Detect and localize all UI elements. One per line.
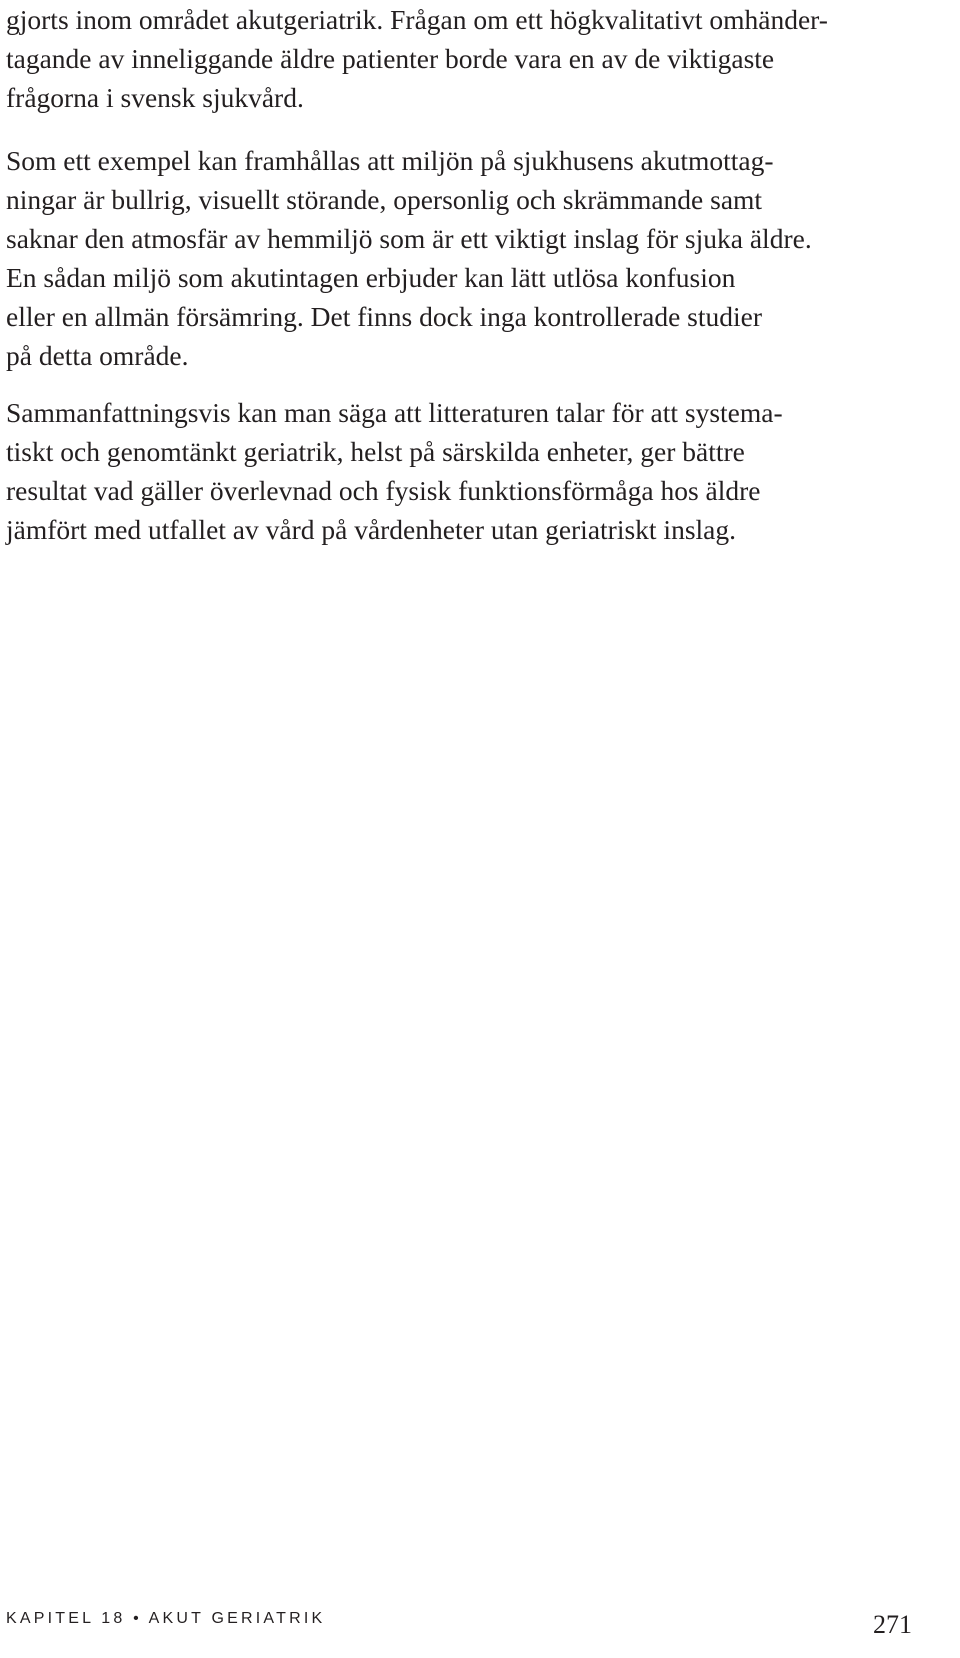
paragraph-spacing (6, 375, 911, 393)
text-line: saknar den atmosfär av hemmiljö som är ett viktigt inslag för sjuka äldre. (6, 223, 812, 254)
text-line: eller en allmän försämring. Det finns dock inga kontrollerade studier (6, 301, 763, 332)
text-line: gjorts inom området akutgeriatrik. Frågan om ett högkvalitativt omhänder- (6, 4, 828, 35)
paragraph-spacing (6, 117, 911, 141)
text-line: jämfört med utfallet av vård på vårdenheter utan geriatriskt inslag. (6, 514, 736, 545)
text-line: ningar är bullrig, visuellt störande, opersonlig och skrämmande samt (6, 184, 763, 215)
paragraph-3 (6, 393, 911, 549)
text-line: på detta område. (6, 340, 189, 371)
text-line: Som ett exempel kan framhållas att miljön på sjukhusens akutmottag- (6, 145, 774, 176)
text-line: frågorna i svensk sjukvård. (6, 82, 304, 113)
text-line: En sådan miljö som akutintagen erbjuder kan lätt utlösa konfusion (6, 262, 736, 293)
body-text (6, 0, 911, 549)
paragraph-1 (6, 0, 911, 117)
text-line: resultat vad gäller överlevnad och fysisk funktionsförmåga hos äldre (6, 475, 761, 506)
paragraph-2 (6, 141, 911, 375)
text-line: tiskt och genomtänkt geriatrik, helst på särskilda enheter, ger bättre (6, 436, 745, 467)
running-head: KAPITEL 18 • AKUT GERIATRIK (6, 1610, 326, 1627)
text-line: tagande av inneliggande äldre patienter borde vara en av de viktigaste (6, 43, 775, 74)
text-line: Sammanfattningsvis kan man säga att litteraturen talar för att systema- (6, 397, 783, 428)
page-number: 271 (873, 1610, 912, 1639)
